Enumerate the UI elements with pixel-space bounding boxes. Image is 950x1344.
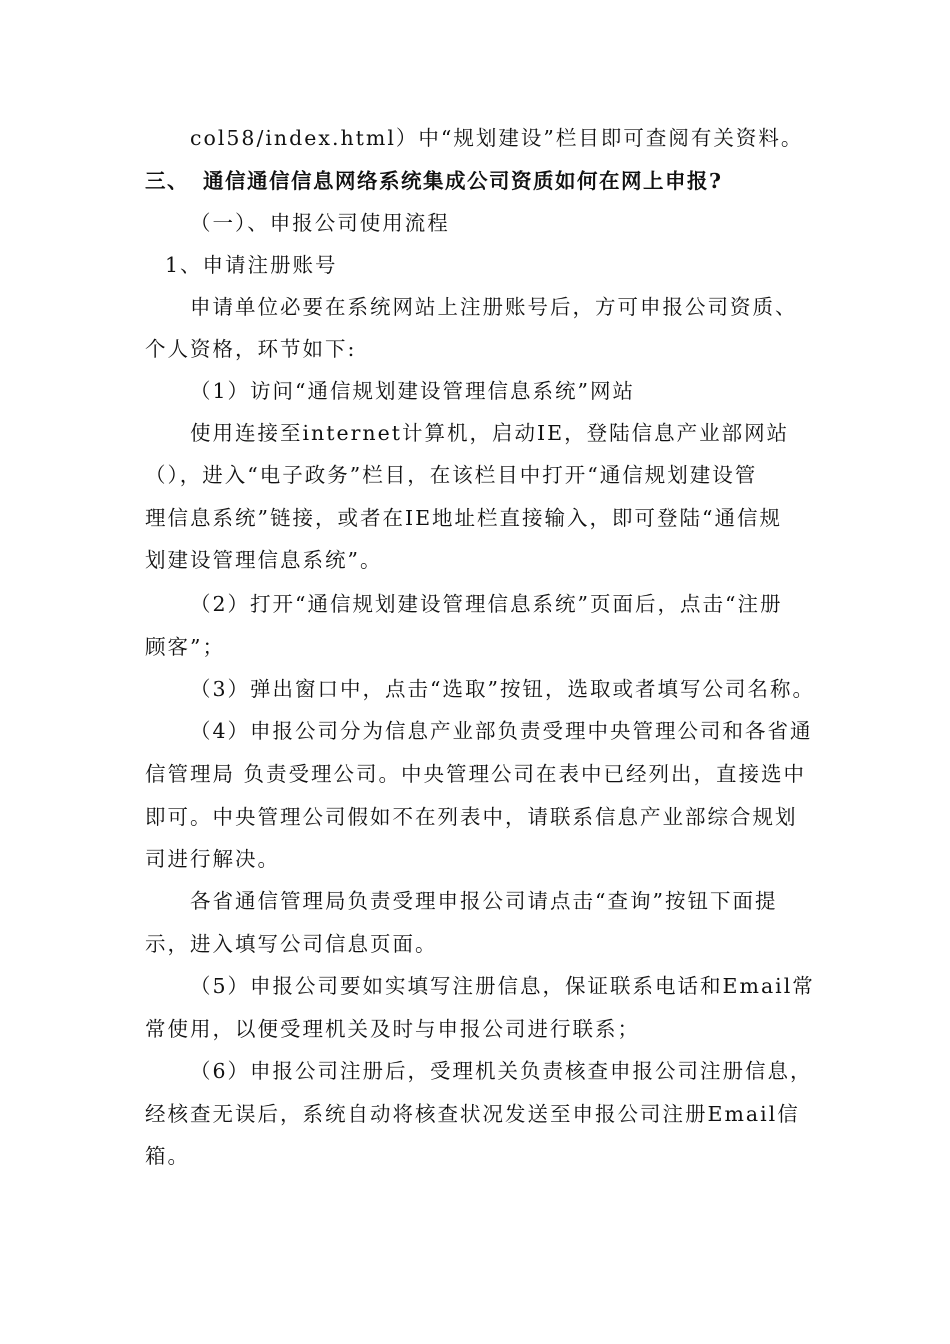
text-line: 常使用，以便受理机关及时与申报公司进行联系； [145, 1017, 640, 1041]
section-number: 三、 [145, 169, 189, 193]
text-line: 箱。 [145, 1144, 190, 1168]
section-title: 通信通信信息网络系统集成公司资质如何在网上申报? [203, 169, 723, 193]
text-line: 经核查无误后，系统自动将核查状况发送至申报公司注册Email信 [145, 1102, 800, 1126]
text-line: 使用连接至internet计算机，启动IE，登陆信息产业部网站 [190, 421, 790, 445]
text-line: 划建设管理信息系统”。 [145, 548, 383, 572]
text-line: （4）申报公司分为信息产业部负责受理中央管理公司和各省通 [190, 719, 813, 743]
text-line: 顾客”； [145, 635, 225, 659]
text-line: 申请单位必要在系统网站上注册账号后，方可申报公司资质、 [190, 295, 798, 319]
text-line: （2）打开“通信规划建设管理信息系统”页面后，点击“注册 [190, 592, 783, 616]
text-line: 理信息系统”链接，或者在IE地址栏直接输入，即可登陆“通信规 [145, 506, 783, 530]
section-heading [145, 166, 723, 196]
text-line: 示，进入填写公司信息页面。 [145, 932, 438, 956]
text-line: 即可。中央管理公司假如不在列表中，请联系信息产业部综合规划 [145, 805, 798, 829]
subsection-title: （一）、申报公司使用流程 [190, 211, 450, 235]
text-line: （1）访问“通信规划建设管理信息系统”网站 [190, 379, 636, 403]
text-line: （5）申报公司要如实填写注册信息，保证联系电话和Email常 [190, 974, 815, 998]
text-line: col58/index.html）中“规划建设”栏目即可查阅有关资料。 [190, 126, 804, 150]
text-line: 信管理局 负责受理公司。中央管理公司在表中已经列出，直接选中 [145, 762, 807, 786]
text-line: （3）弹出窗口中，点击“选取”按钮，选取或者填写公司名称。 [190, 677, 816, 701]
text-line: 个人资格，环节如下: [145, 337, 357, 361]
text-line: 各省通信管理局负责受理申报公司请点击“查询”按钮下面提 [190, 889, 778, 913]
text-line: 司进行解决。 [145, 847, 280, 871]
step-title: 1、申请注册账号 [165, 253, 338, 277]
text-line: （6）申报公司注册后，受理机关负责核查申报公司注册信息， [190, 1059, 813, 1083]
text-line: （），进入“电子政务”栏目，在该栏目中打开“通信规划建设管 [145, 463, 758, 487]
